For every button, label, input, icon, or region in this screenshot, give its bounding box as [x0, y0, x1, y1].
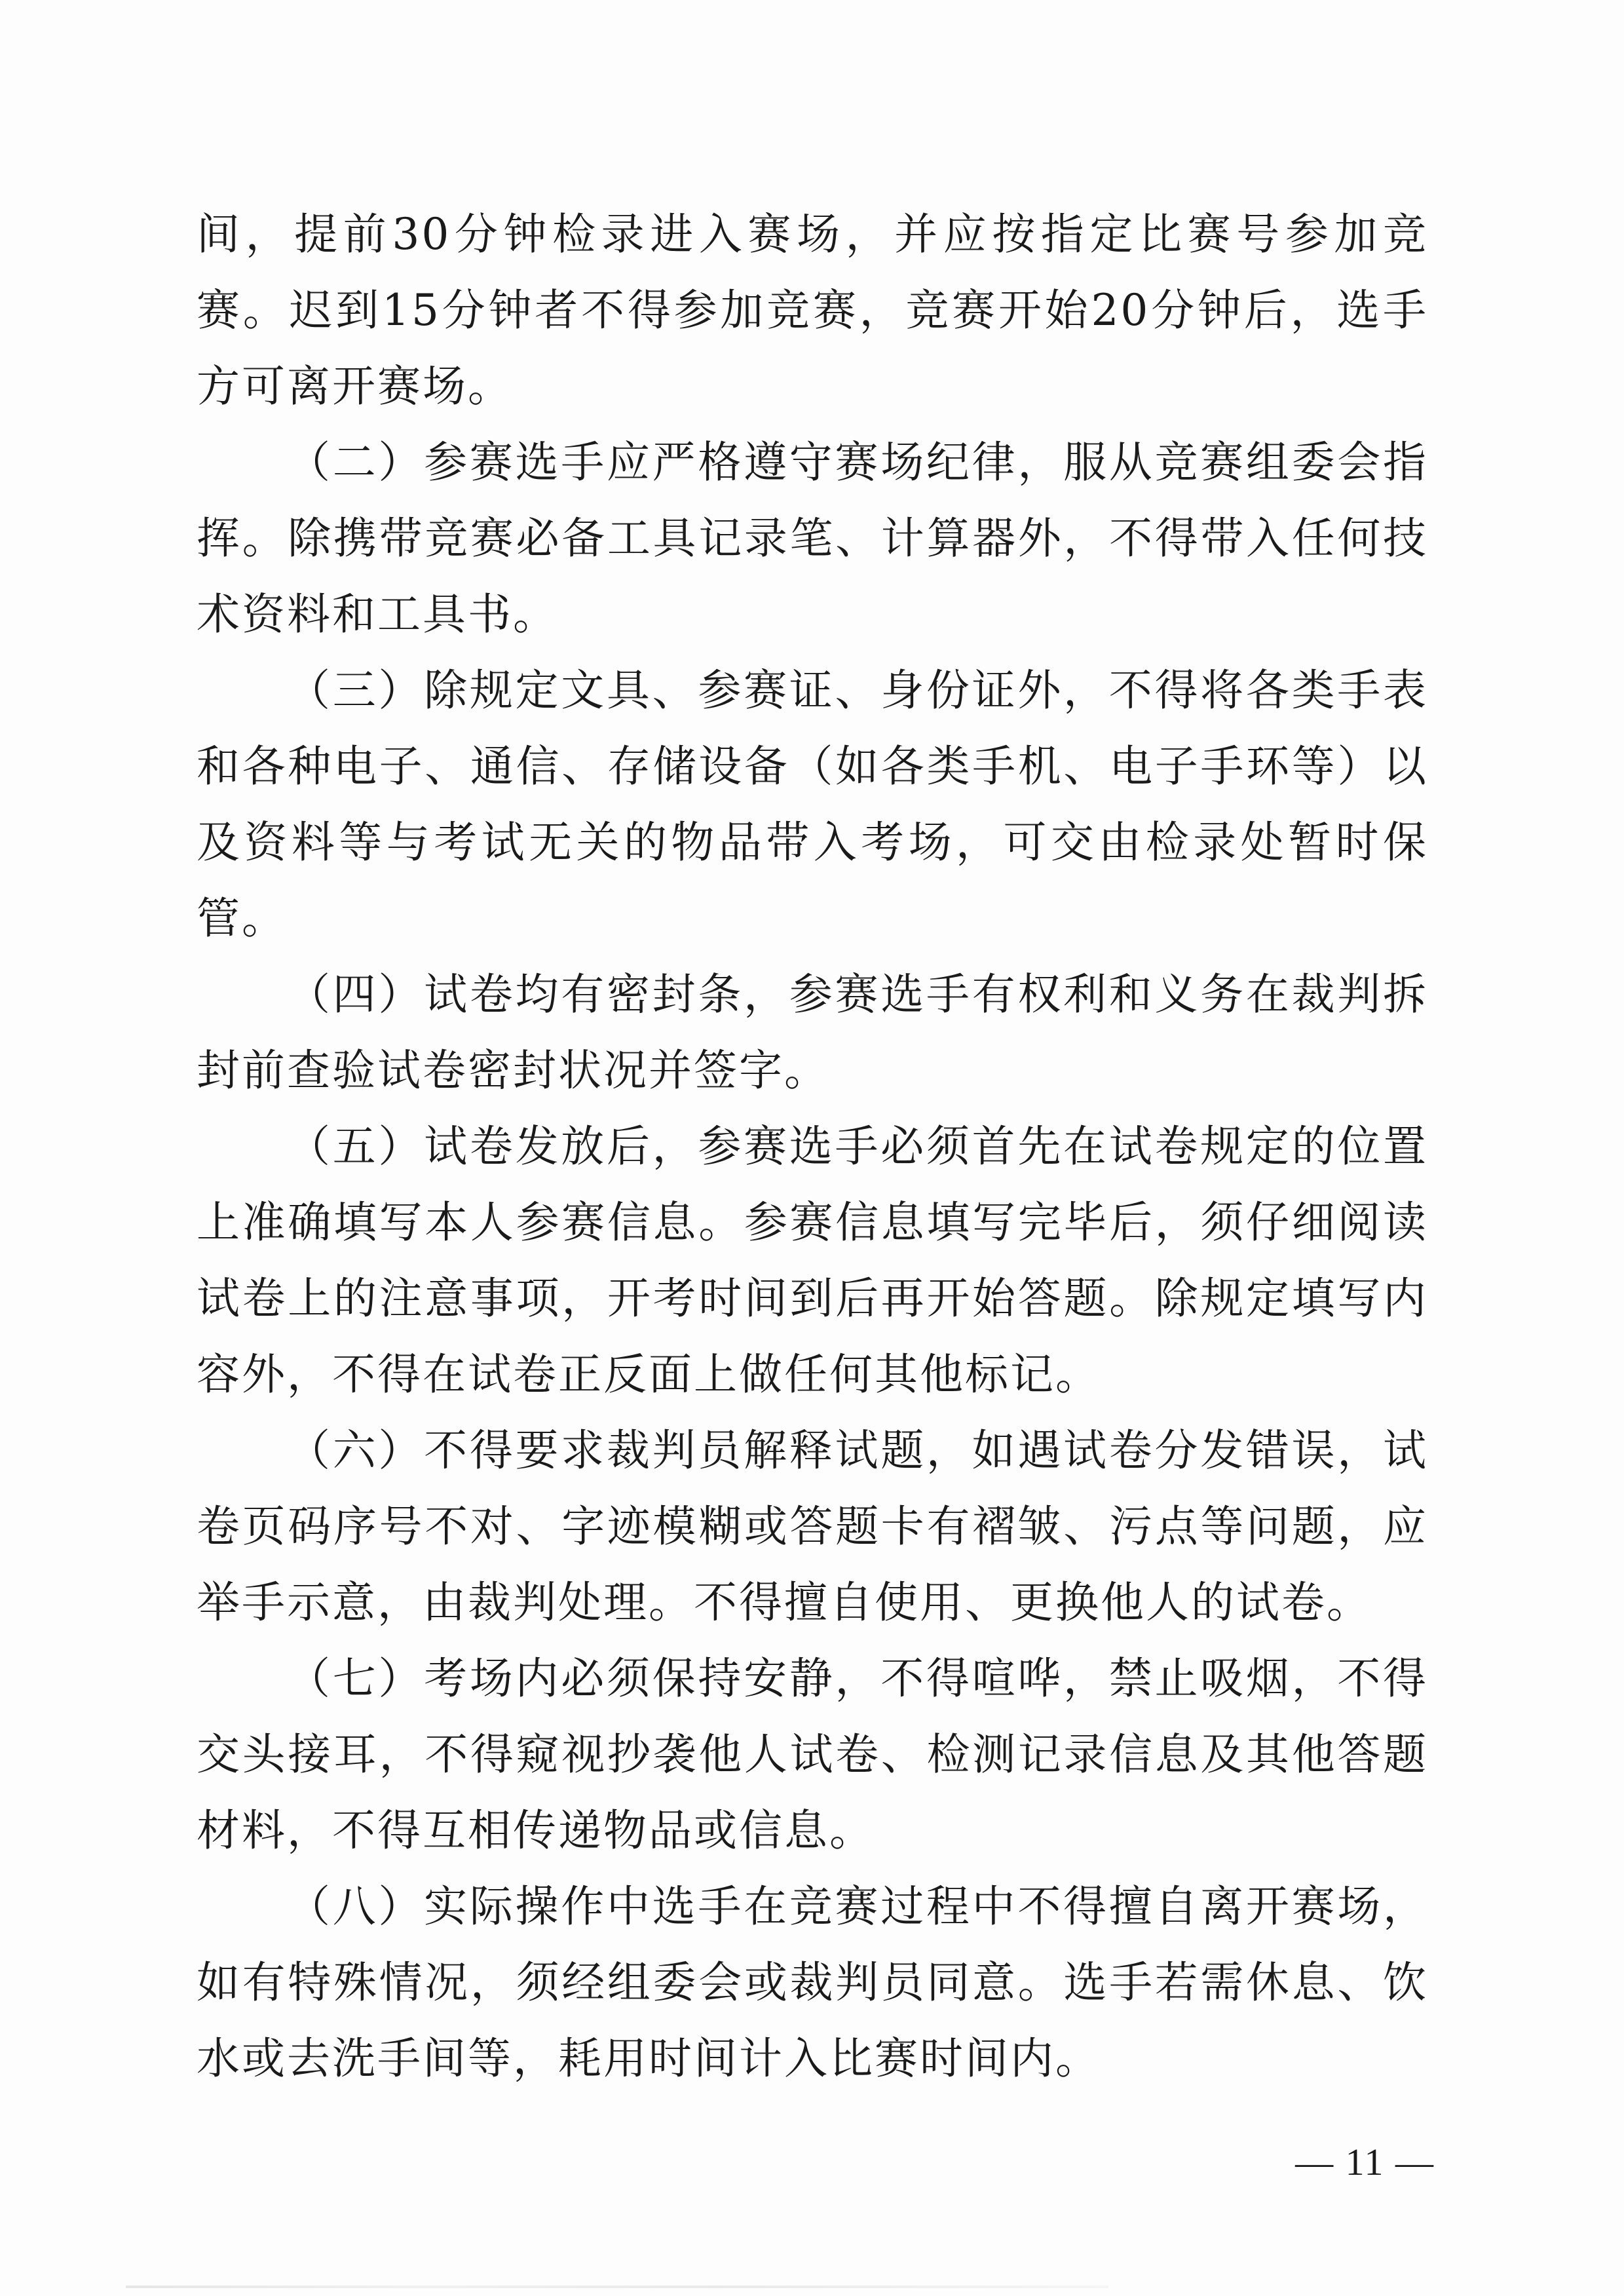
paragraph-item-6: （六）不得要求裁判员解释试题，如遇试卷分发错误，试卷页码序号不对、字迹模糊或答题卡有褶皱、污点等问题，应举手示意，由裁判处理。不得擅自使用、更换他人的试卷。	[197, 1425, 1428, 1628]
paragraph-item-2: （二）参赛选手应严格遵守赛场纪律，服从竞赛组委会指挥。除携带竞赛必备工具记录笔、计算器外，不得带入任何技术资料和工具书。	[197, 437, 1428, 640]
scan-edge-divider	[126, 2286, 1108, 2288]
paragraph-item-7: （七）考场内必须保持安静，不得喧哗，禁止吸烟，不得交头接耳，不得窥视抄袭他人试卷、检测记录信息及其他答题材料，不得互相传递物品或信息。	[197, 1653, 1428, 1856]
document-body	[197, 197, 1428, 2097]
paragraph-item-4: （四）试卷均有密封条，参赛选手有权利和义务在裁判拆封前查验试卷密封状况并签字。	[197, 969, 1428, 1096]
paragraph-item-3: （三）除规定文具、参赛证、身份证外，不得将各类手表和各种电子、通信、存储设备（如各类手机、电子手环等）以及资料等与考试无关的物品带入考场，可交由检录处暂时保管。	[197, 665, 1428, 944]
paragraph-item-8: （八）实际操作中选手在竞赛过程中不得擅自离开赛场，如有特殊情况，须经组委会或裁判员同意。选手若需休息、饮水或去洗手间等，耗用时间计入比赛时间内。	[197, 1881, 1428, 2084]
paragraph-continuation: 间，提前30分钟检录进入赛场，并应按指定比赛号参加竞赛。迟到15分钟者不得参加竞赛，竞赛开始20分钟后，选手方可离开赛场。	[197, 209, 1428, 411]
page-number: — 11 —	[1295, 2141, 1435, 2183]
paragraph-item-5: （五）试卷发放后，参赛选手必须首先在试卷规定的位置上准确填写本人参赛信息。参赛信息填写完毕后，须仔细阅读试卷上的注意事项，开考时间到后再开始答题。除规定填写内容外，不得在试卷正反面上做任何其他标记。	[197, 1121, 1428, 1400]
